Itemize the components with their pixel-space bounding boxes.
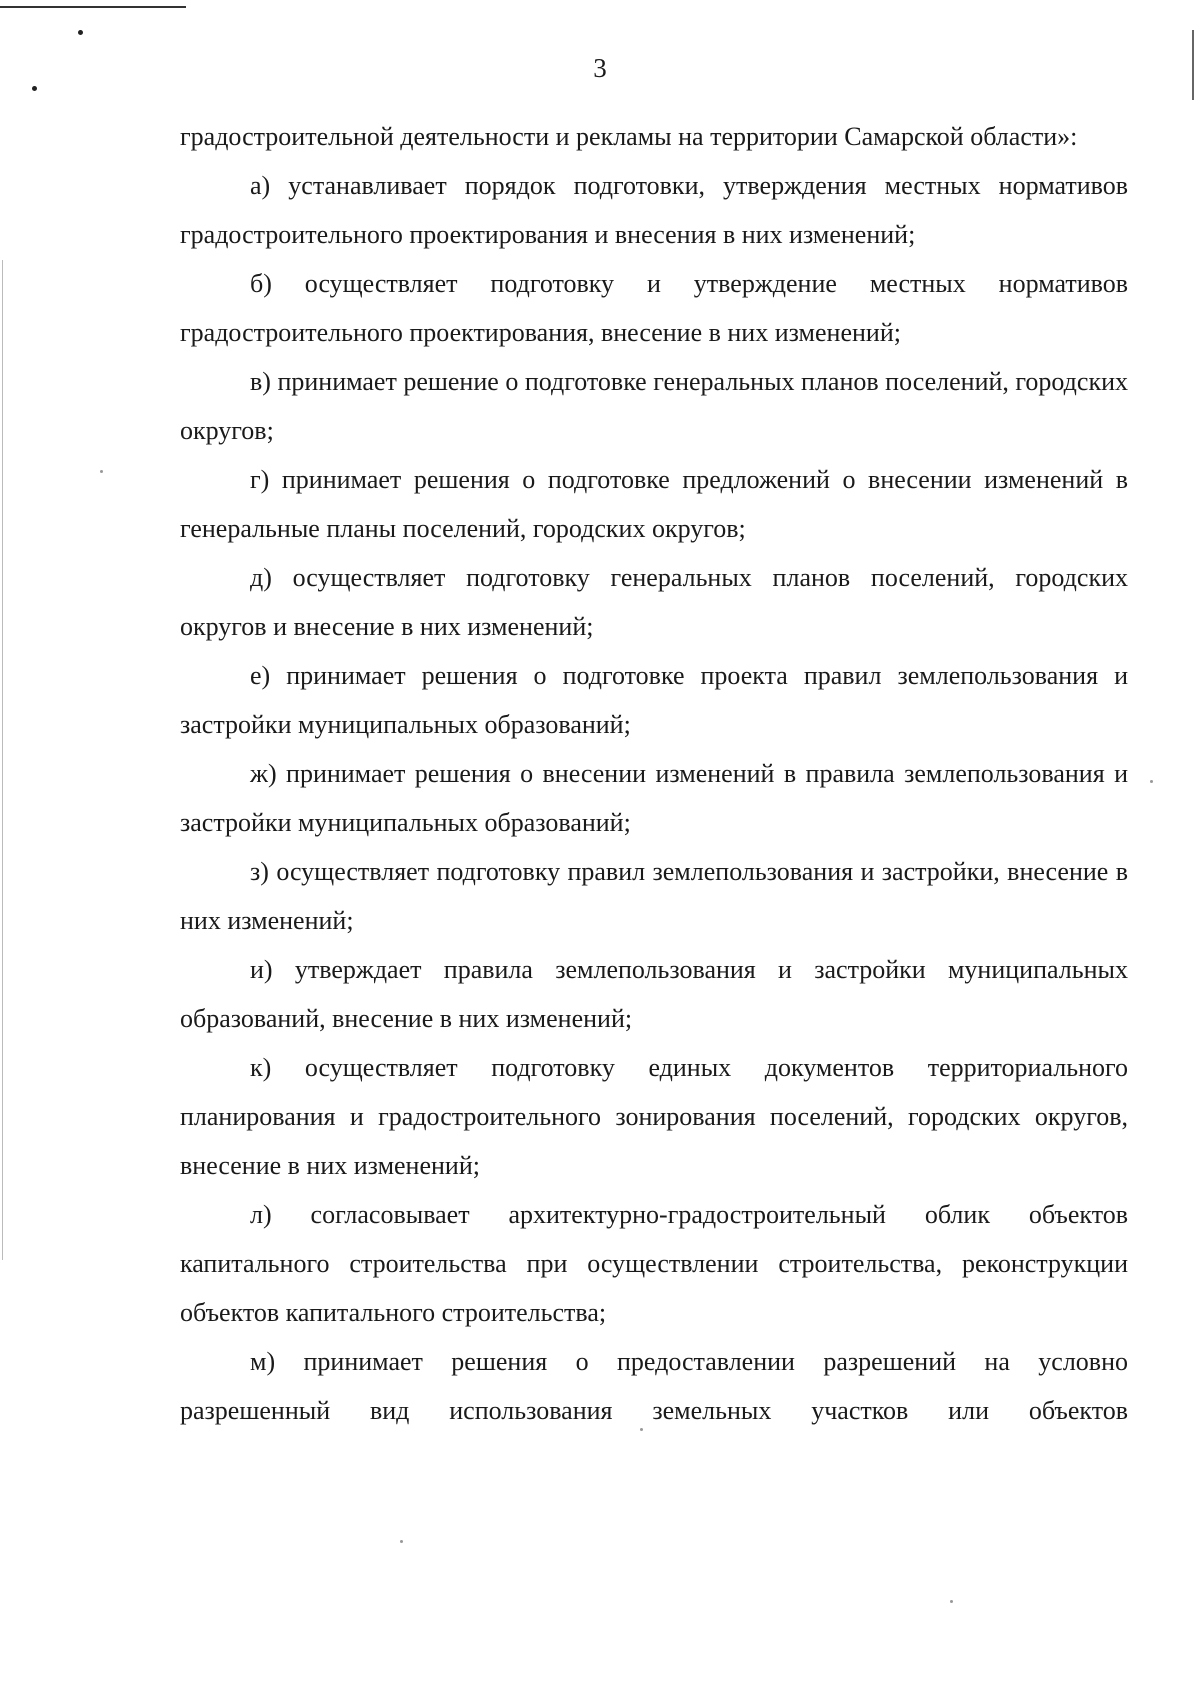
- scan-artifact-dot: [400, 1540, 403, 1543]
- scan-artifact-dot: [1150, 780, 1153, 783]
- scan-artifact-edge: [2, 260, 3, 1260]
- scan-artifact-line: [0, 6, 186, 8]
- list-item-e: е) принимает решения о подготовке проекта правил землепользования и застройки муниципальных образований;: [180, 661, 1128, 739]
- scan-artifact-dot: [32, 86, 37, 91]
- document-body: [180, 112, 1128, 1435]
- list-item-l: л) согласовывает архитектурно-градостроительный облик объектов капитального строительства при осуществлении строительства, реконструкции объектов капитального строительства;: [180, 1200, 1128, 1327]
- list-item-b: б) осуществляет подготовку и утверждение местных нормативов градостроительного проектирования, внесение в них изменений;: [180, 269, 1128, 347]
- list-item-g: г) принимает решения о подготовке предложений о внесении изменений в генеральные планы поселений, городских округов;: [180, 465, 1128, 543]
- paragraph-continuation: градостроительной деятельности и рекламы на территории Самарской области»:: [180, 122, 1078, 151]
- list-item-z: з) осуществляет подготовку правил землепользования и застройки, внесение в них изменений;: [180, 857, 1128, 935]
- list-item-d: д) осуществляет подготовку генеральных планов поселений, городских округов и внесение в них изменений;: [180, 563, 1128, 641]
- list-item-v: в) принимает решение о подготовке генеральных планов поселений, городских округов;: [180, 367, 1128, 445]
- page-number: 3: [593, 53, 607, 83]
- scan-artifact-dot: [100, 470, 103, 473]
- scan-artifact-dot: [78, 30, 83, 35]
- list-item-i: и) утверждает правила землепользования и застройки муниципальных образований, внесение в них изменений;: [180, 955, 1128, 1033]
- list-item-k: к) осуществляет подготовку единых документов территориального планирования и градостроительного зонирования поселений, городских округов, внесение в них изменений;: [180, 1053, 1128, 1180]
- list-item-zh: ж) принимает решения о внесении изменений в правила землепользования и застройки муниципальных образований;: [180, 759, 1128, 837]
- scan-artifact-dot: [950, 1600, 953, 1603]
- list-item-a: а) устанавливает порядок подготовки, утверждения местных нормативов градостроительного проектирования и внесения в них изменений;: [180, 171, 1128, 249]
- list-item-m: м) принимает решения о предоставлении разрешений на условно разрешенный вид использования земельных участков или объектов: [180, 1347, 1128, 1425]
